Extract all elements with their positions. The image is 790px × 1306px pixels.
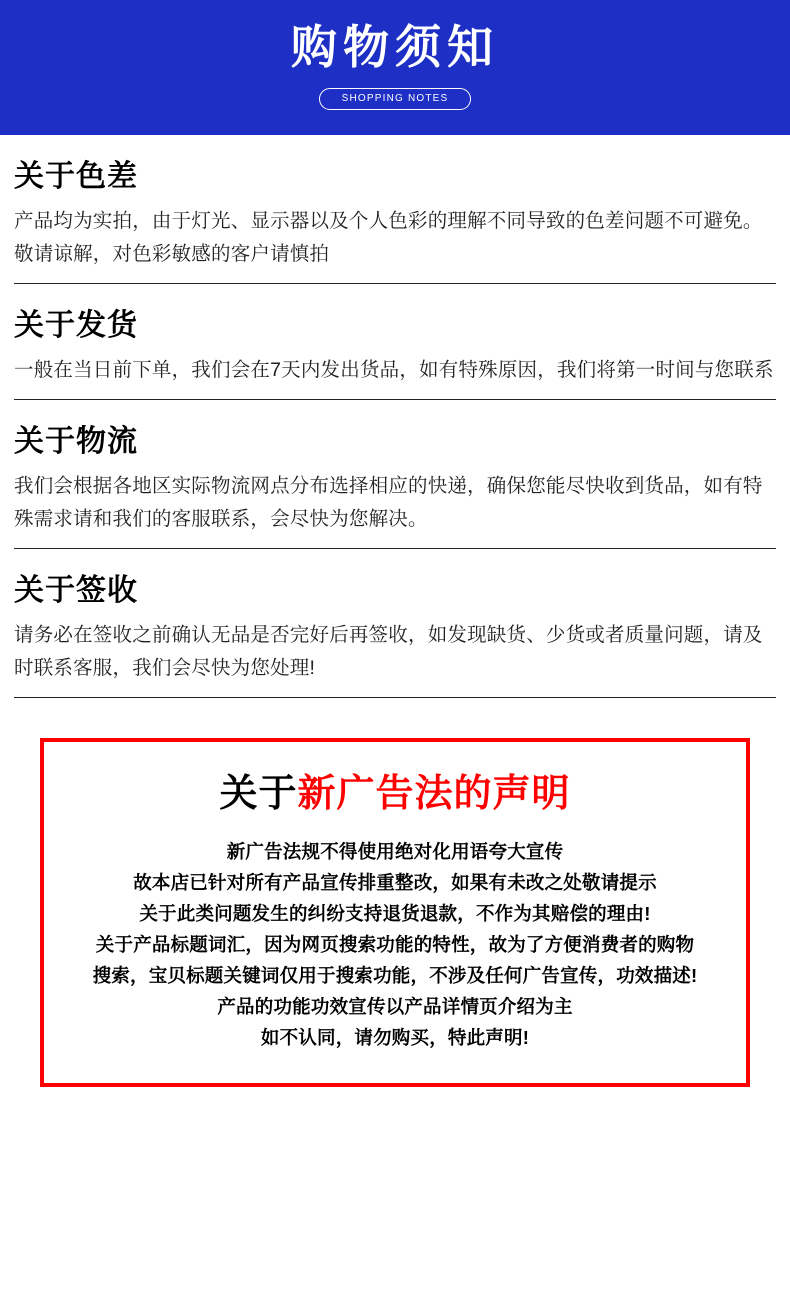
statement-heading-prefix: 关于 xyxy=(219,773,298,815)
statement-line: 故本店已针对所有产品宣传排重整改，如果有未改之处敬请提示 xyxy=(133,872,657,893)
statement-line: 关于此类问题发生的纠纷支持退货退款，不作为其赔偿的理由! xyxy=(139,903,651,924)
section-title: 关于色差 xyxy=(14,160,138,193)
section-title: 关于发货 xyxy=(14,309,138,342)
section-title: 关于签收 xyxy=(14,574,138,607)
section-body: 我们会根据各地区实际物流网点分布选择相应的快递，确保您能尽快收到货品，如有特殊需求请和我们的客服联系，会尽快为您解决。 xyxy=(14,475,763,530)
statement-line: 如不认同，请勿购买，特此声明! xyxy=(260,1027,530,1048)
section-color-difference xyxy=(14,135,776,284)
notes-content xyxy=(0,135,790,698)
statement-line: 关于产品标题词汇，因为网页搜索功能的特性，故为了方便消费者的购物 xyxy=(95,934,695,955)
statement-line: 新广告法规不得使用绝对化用语夸大宣传 xyxy=(226,841,564,862)
advertising-law-statement-box xyxy=(40,738,750,1087)
page-header-banner xyxy=(0,0,790,135)
section-receipt xyxy=(14,549,776,698)
statement-heading xyxy=(60,768,730,820)
section-title: 关于物流 xyxy=(14,425,138,458)
statement-heading-highlight: 新广告法的声明 xyxy=(297,773,571,815)
statement-line: 搜索，宝贝标题关键词仅用于搜索功能，不涉及任何广告宣传，功效描述! xyxy=(92,965,698,986)
page-title: 购物须知 xyxy=(291,21,499,73)
section-body: 一般在当日前下单，我们会在7天内发出货品，如有特殊原因，我们将第一时间与您联系 xyxy=(14,359,774,381)
section-shipping xyxy=(14,284,776,400)
statement-line: 产品的功能功效宣传以产品详情页介绍为主 xyxy=(217,996,573,1017)
advertising-law-statement-wrapper xyxy=(0,698,790,1087)
section-body: 请务必在签收之前确认无品是否完好后再签收，如发现缺货、少货或者质量问题，请及时联系客服，我们会尽快为您处理! xyxy=(14,624,763,679)
page-subtitle-badge: SHOPPING NOTES xyxy=(319,88,472,110)
section-logistics xyxy=(14,400,776,549)
section-body: 产品均为实拍，由于灯光、显示器以及个人色彩的理解不同导致的色差问题不可避免。敬请谅解，对色彩敏感的客户请慎拍 xyxy=(14,210,763,265)
